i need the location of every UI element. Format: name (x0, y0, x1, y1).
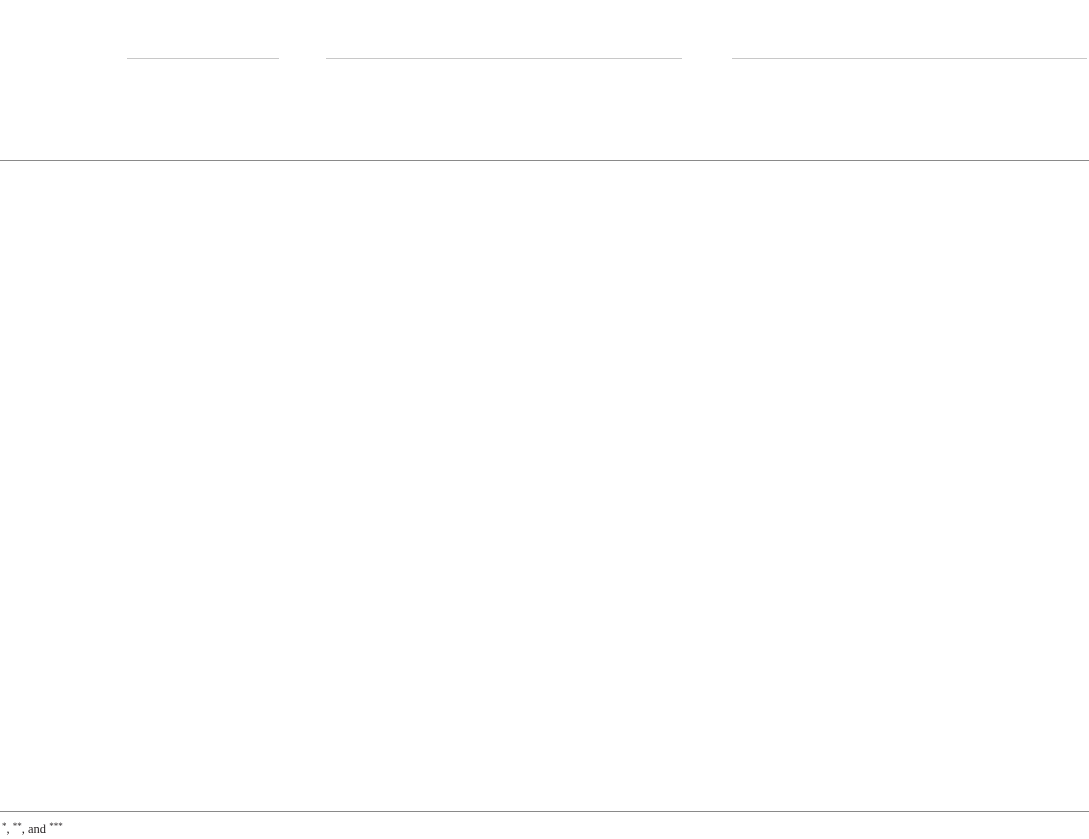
header-rule-city (326, 58, 682, 59)
header-rule-iv (127, 58, 279, 59)
table-bottom-rule (0, 811, 1089, 812)
header-bottom-rule (0, 160, 1089, 161)
table-footnote: *, **, and *** (2, 821, 63, 836)
header-rule-period (732, 58, 1087, 59)
